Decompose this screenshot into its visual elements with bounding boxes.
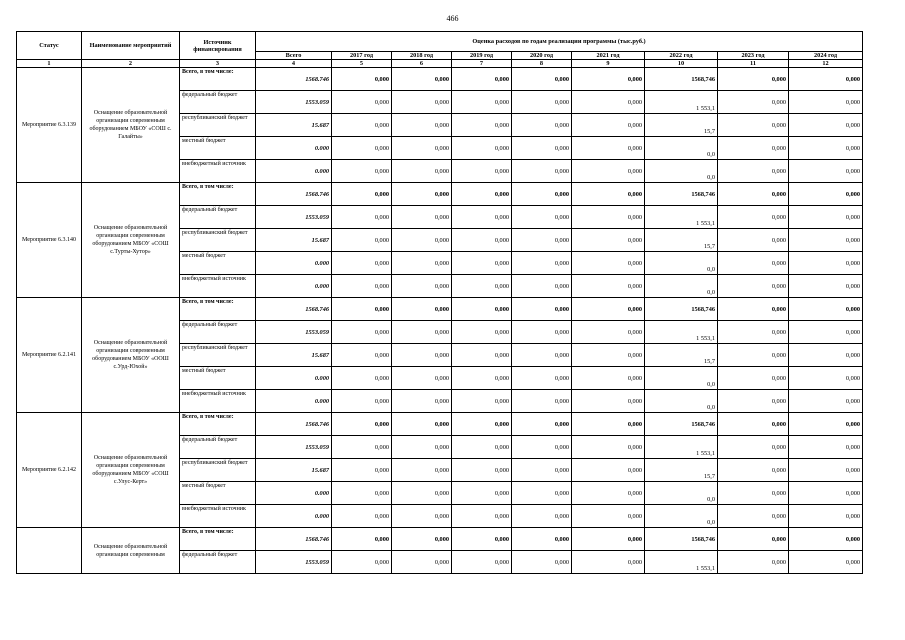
funding-source: федеральный бюджет	[180, 436, 256, 459]
year-value: 0,000	[789, 413, 863, 436]
year-value: 0,000	[572, 298, 645, 321]
year-value: 15,7	[645, 344, 718, 367]
total-value: 0.000	[256, 505, 332, 528]
year-value: 0,000	[332, 275, 392, 298]
year-value: 0,000	[452, 137, 512, 160]
event-name: Оснащение образовательной организации современным оборудованием МБОУ «СОШ с.Турты-Хутор»	[82, 183, 180, 298]
year-value: 0,000	[718, 137, 789, 160]
year-value: 0,000	[392, 528, 452, 551]
expenses-table	[16, 31, 863, 574]
year-value: 0,000	[718, 551, 789, 574]
total-value: 0.000	[256, 390, 332, 413]
year-value: 1 553,1	[645, 206, 718, 229]
year-value: 0,000	[512, 459, 572, 482]
year-value: 0,000	[332, 344, 392, 367]
year-value: 0,000	[718, 390, 789, 413]
year-value: 0,000	[789, 459, 863, 482]
col-number: 3	[180, 60, 256, 68]
year-value: 1 553,1	[645, 551, 718, 574]
year-value: 0,000	[332, 298, 392, 321]
year-value: 0,000	[332, 114, 392, 137]
year-value: 0,000	[789, 275, 863, 298]
funding-source: местный бюджет	[180, 482, 256, 505]
year-value: 0,000	[789, 390, 863, 413]
funding-source: внебюджетный источник	[180, 390, 256, 413]
total-value: 0.000	[256, 367, 332, 390]
year-value: 0,000	[512, 91, 572, 114]
funding-source: Всего, в том числе:	[180, 183, 256, 206]
total-value: 0.000	[256, 482, 332, 505]
funding-source: Всего, в том числе:	[180, 413, 256, 436]
year-value: 1568,746	[645, 183, 718, 206]
year-value: 0,000	[718, 413, 789, 436]
funding-source: местный бюджет	[180, 252, 256, 275]
year-value: 0,000	[452, 344, 512, 367]
funding-source: республиканский бюджет	[180, 344, 256, 367]
year-value: 0,000	[452, 436, 512, 459]
year-value: 0,000	[718, 160, 789, 183]
funding-source: федеральный бюджет	[180, 206, 256, 229]
year-value: 0,000	[392, 459, 452, 482]
year-value: 0,000	[789, 344, 863, 367]
year-value: 0,000	[452, 68, 512, 91]
year-value: 0,000	[452, 482, 512, 505]
year-value: 0,000	[789, 367, 863, 390]
year-value: 0,000	[332, 68, 392, 91]
year-value: 0,000	[452, 390, 512, 413]
year-value: 0,000	[512, 436, 572, 459]
year-value: 0,0	[645, 367, 718, 390]
funding-source: федеральный бюджет	[180, 551, 256, 574]
year-value: 0,000	[512, 482, 572, 505]
year-value: 0,000	[332, 229, 392, 252]
year-value: 0,000	[718, 229, 789, 252]
year-value: 0,000	[789, 114, 863, 137]
year-value: 0,000	[512, 114, 572, 137]
table-row	[17, 413, 863, 436]
year-value: 0,000	[512, 68, 572, 91]
year-value: 0,000	[512, 137, 572, 160]
year-value: 1 553,1	[645, 436, 718, 459]
funding-source: Всего, в том числе:	[180, 298, 256, 321]
year-value: 0,000	[452, 206, 512, 229]
year-value: 0,000	[392, 275, 452, 298]
year-value: 0,000	[572, 482, 645, 505]
funding-source: республиканский бюджет	[180, 459, 256, 482]
year-value: 0,000	[392, 413, 452, 436]
header-year: 2023 год	[718, 52, 789, 60]
year-value: 0,000	[718, 459, 789, 482]
year-value: 0,000	[452, 183, 512, 206]
funding-source: федеральный бюджет	[180, 321, 256, 344]
year-value: 0,000	[332, 390, 392, 413]
year-value: 0,000	[452, 229, 512, 252]
year-value: 0,000	[572, 137, 645, 160]
year-value: 0,000	[332, 436, 392, 459]
event-status: Мероприятие 6.2.141	[17, 298, 82, 413]
year-value: 0,000	[392, 482, 452, 505]
year-value: 0,000	[718, 505, 789, 528]
header-name: Наименование мероприятий	[82, 32, 180, 60]
col-number: 11	[718, 60, 789, 68]
year-value: 0,000	[452, 298, 512, 321]
year-value: 0,000	[572, 459, 645, 482]
year-value: 0,000	[572, 91, 645, 114]
year-value: 0,000	[332, 183, 392, 206]
year-value: 0,000	[572, 321, 645, 344]
total-value: 0.000	[256, 137, 332, 160]
year-value: 0,000	[718, 206, 789, 229]
total-value: 15.687	[256, 344, 332, 367]
year-value: 1568,746	[645, 413, 718, 436]
year-value: 0,000	[718, 183, 789, 206]
year-value: 0,000	[452, 413, 512, 436]
year-value: 0,000	[392, 206, 452, 229]
year-value: 0,000	[452, 160, 512, 183]
year-value: 0,000	[332, 505, 392, 528]
year-value: 0,000	[789, 298, 863, 321]
header-year: 2019 год	[452, 52, 512, 60]
year-value: 0,000	[392, 390, 452, 413]
year-value: 0,000	[572, 413, 645, 436]
year-value: 0,000	[718, 68, 789, 91]
year-value: 1568,746	[645, 68, 718, 91]
total-value: 1568.746	[256, 68, 332, 91]
year-value: 0,000	[572, 551, 645, 574]
year-value: 0,000	[512, 321, 572, 344]
col-number: 9	[572, 60, 645, 68]
col-number: 6	[392, 60, 452, 68]
year-value: 0,000	[452, 275, 512, 298]
year-value: 0,000	[572, 390, 645, 413]
year-value: 0,000	[572, 206, 645, 229]
funding-source: местный бюджет	[180, 137, 256, 160]
year-value: 0,000	[332, 206, 392, 229]
year-value: 0,000	[392, 436, 452, 459]
year-value: 0,000	[718, 367, 789, 390]
table-row	[17, 298, 863, 321]
col-number: 10	[645, 60, 718, 68]
total-value: 15.687	[256, 114, 332, 137]
total-value: 1568.746	[256, 183, 332, 206]
total-value: 1553.059	[256, 551, 332, 574]
year-value: 15,7	[645, 229, 718, 252]
year-value: 0,000	[512, 206, 572, 229]
funding-source: местный бюджет	[180, 367, 256, 390]
page-number: 466	[446, 14, 459, 23]
table-row	[17, 528, 863, 551]
year-value: 0,000	[452, 321, 512, 344]
total-value: 1568.746	[256, 413, 332, 436]
year-value: 1 553,1	[645, 321, 718, 344]
year-value: 0,000	[512, 528, 572, 551]
year-value: 0,000	[789, 206, 863, 229]
total-value: 1553.059	[256, 436, 332, 459]
year-value: 0,000	[789, 505, 863, 528]
year-value: 0,0	[645, 505, 718, 528]
header-estimate: Оценка расходов по годам реализации программы (тыс.руб.)	[256, 32, 863, 52]
year-value: 0,000	[718, 114, 789, 137]
year-value: 0,000	[452, 528, 512, 551]
year-value: 0,000	[392, 298, 452, 321]
header-source: Источник финансирования	[180, 32, 256, 60]
year-value: 0,000	[572, 367, 645, 390]
year-value: 0,000	[512, 229, 572, 252]
year-value: 0,000	[572, 252, 645, 275]
year-value: 0,000	[572, 505, 645, 528]
year-value: 0,000	[789, 137, 863, 160]
year-value: 0,0	[645, 482, 718, 505]
year-value: 0,000	[452, 91, 512, 114]
header-year: 2018 год	[392, 52, 452, 60]
event-name: Оснащение образовательной организации современным	[82, 528, 180, 574]
year-value: 0,000	[392, 137, 452, 160]
year-value: 0,000	[789, 321, 863, 344]
year-value: 0,000	[718, 528, 789, 551]
funding-source: Всего, в том числе:	[180, 68, 256, 91]
year-value: 0,000	[572, 183, 645, 206]
event-status: Мероприятие 6.3.140	[17, 183, 82, 298]
year-value: 0,000	[789, 160, 863, 183]
year-value: 0,000	[332, 528, 392, 551]
total-value: 15.687	[256, 229, 332, 252]
year-value: 0,000	[392, 183, 452, 206]
year-value: 0,000	[452, 505, 512, 528]
header-year: 2017 год	[332, 52, 392, 60]
year-value: 0,000	[512, 344, 572, 367]
col-number: 8	[512, 60, 572, 68]
year-value: 0,000	[332, 252, 392, 275]
header-year: 2020 год	[512, 52, 572, 60]
total-value: 1553.059	[256, 321, 332, 344]
year-value: 0,000	[718, 436, 789, 459]
year-value: 0,000	[332, 482, 392, 505]
funding-source: внебюджетный источник	[180, 505, 256, 528]
col-number: 2	[82, 60, 180, 68]
year-value: 0,0	[645, 275, 718, 298]
year-value: 0,000	[392, 91, 452, 114]
year-value: 0,000	[392, 252, 452, 275]
year-value: 1568,746	[645, 528, 718, 551]
year-value: 0,000	[572, 436, 645, 459]
year-value: 0,000	[452, 459, 512, 482]
event-name: Оснащение образовательной организации современным оборудованием МБОУ «СОШ с. Галайты»	[82, 68, 180, 183]
event-name: Оснащение образовательной организации современным оборудованием МБОУ «ООШ с.Урд-Юхой»	[82, 298, 180, 413]
year-value: 0,000	[512, 183, 572, 206]
event-status: Мероприятие 6.2.142	[17, 413, 82, 528]
year-value: 0,000	[572, 528, 645, 551]
funding-source: республиканский бюджет	[180, 114, 256, 137]
total-value: 0.000	[256, 160, 332, 183]
year-value: 1568,746	[645, 298, 718, 321]
year-value: 0,000	[392, 160, 452, 183]
total-value: 1553.059	[256, 206, 332, 229]
total-value: 1568.746	[256, 528, 332, 551]
year-value: 0,000	[572, 68, 645, 91]
table-body	[17, 68, 863, 574]
col-number: 1	[17, 60, 82, 68]
year-value: 1 553,1	[645, 91, 718, 114]
year-value: 0,000	[789, 91, 863, 114]
header-year: 2022 год	[645, 52, 718, 60]
year-value: 0,000	[718, 275, 789, 298]
funding-source: республиканский бюджет	[180, 229, 256, 252]
header-total: Всего	[256, 52, 332, 60]
year-value: 0,000	[392, 321, 452, 344]
col-number: 12	[789, 60, 863, 68]
total-value: 0.000	[256, 275, 332, 298]
year-value: 0,000	[392, 505, 452, 528]
funding-source: внебюджетный источник	[180, 160, 256, 183]
year-value: 0,000	[789, 551, 863, 574]
year-value: 0,000	[718, 321, 789, 344]
table-row	[17, 68, 863, 91]
year-value: 0,0	[645, 137, 718, 160]
year-value: 0,000	[572, 160, 645, 183]
col-number: 4	[256, 60, 332, 68]
event-name: Оснащение образовательной организации современным оборудованием МБОУ «СОШ с.Улус-Керт»	[82, 413, 180, 528]
col-number: 5	[332, 60, 392, 68]
year-value: 0,0	[645, 252, 718, 275]
year-value: 0,000	[789, 482, 863, 505]
year-value: 0,000	[452, 367, 512, 390]
year-value: 0,000	[572, 275, 645, 298]
year-value: 0,000	[718, 482, 789, 505]
year-value: 0,000	[718, 344, 789, 367]
year-value: 0,0	[645, 160, 718, 183]
total-value: 1568.746	[256, 298, 332, 321]
year-value: 0,000	[332, 551, 392, 574]
year-value: 0,000	[718, 91, 789, 114]
total-value: 0.000	[256, 252, 332, 275]
year-value: 0,000	[572, 229, 645, 252]
year-value: 0,000	[512, 367, 572, 390]
year-value: 0,000	[512, 390, 572, 413]
year-value: 0,000	[512, 298, 572, 321]
year-value: 0,000	[512, 413, 572, 436]
year-value: 0,000	[789, 436, 863, 459]
year-value: 0,000	[332, 137, 392, 160]
year-value: 0,000	[789, 183, 863, 206]
year-value: 0,000	[392, 344, 452, 367]
col-number: 7	[452, 60, 512, 68]
year-value: 0,000	[512, 505, 572, 528]
total-value: 15.687	[256, 459, 332, 482]
year-value: 0,000	[392, 551, 452, 574]
year-value: 0,000	[512, 275, 572, 298]
header-year: 2024 год	[789, 52, 863, 60]
total-value: 1553.059	[256, 91, 332, 114]
year-value: 0,000	[512, 551, 572, 574]
year-value: 0,000	[332, 459, 392, 482]
year-value: 0,000	[332, 91, 392, 114]
year-value: 0,000	[392, 68, 452, 91]
year-value: 0,000	[392, 114, 452, 137]
year-value: 0,000	[452, 551, 512, 574]
year-value: 0,000	[512, 252, 572, 275]
year-value: 0,000	[332, 367, 392, 390]
event-status: Мероприятие 6.3.139	[17, 68, 82, 183]
year-value: 0,000	[718, 252, 789, 275]
year-value: 15,7	[645, 459, 718, 482]
year-value: 0,000	[718, 298, 789, 321]
year-value: 0,000	[392, 367, 452, 390]
year-value: 0,000	[789, 252, 863, 275]
event-status	[17, 528, 82, 574]
year-value: 0,000	[332, 160, 392, 183]
year-value: 0,000	[789, 68, 863, 91]
year-value: 0,000	[572, 344, 645, 367]
year-value: 0,000	[452, 114, 512, 137]
year-value: 0,000	[789, 528, 863, 551]
funding-source: федеральный бюджет	[180, 91, 256, 114]
funding-source: Всего, в том числе:	[180, 528, 256, 551]
funding-source: внебюджетный источник	[180, 275, 256, 298]
year-value: 0,000	[789, 229, 863, 252]
year-value: 0,000	[332, 413, 392, 436]
table-row	[17, 183, 863, 206]
year-value: 0,0	[645, 390, 718, 413]
year-value: 0,000	[512, 160, 572, 183]
year-value: 0,000	[392, 229, 452, 252]
header-status: Статус	[17, 32, 82, 60]
year-value: 0,000	[452, 252, 512, 275]
year-value: 0,000	[572, 114, 645, 137]
year-value: 0,000	[332, 321, 392, 344]
header-year: 2021 год	[572, 52, 645, 60]
year-value: 15,7	[645, 114, 718, 137]
